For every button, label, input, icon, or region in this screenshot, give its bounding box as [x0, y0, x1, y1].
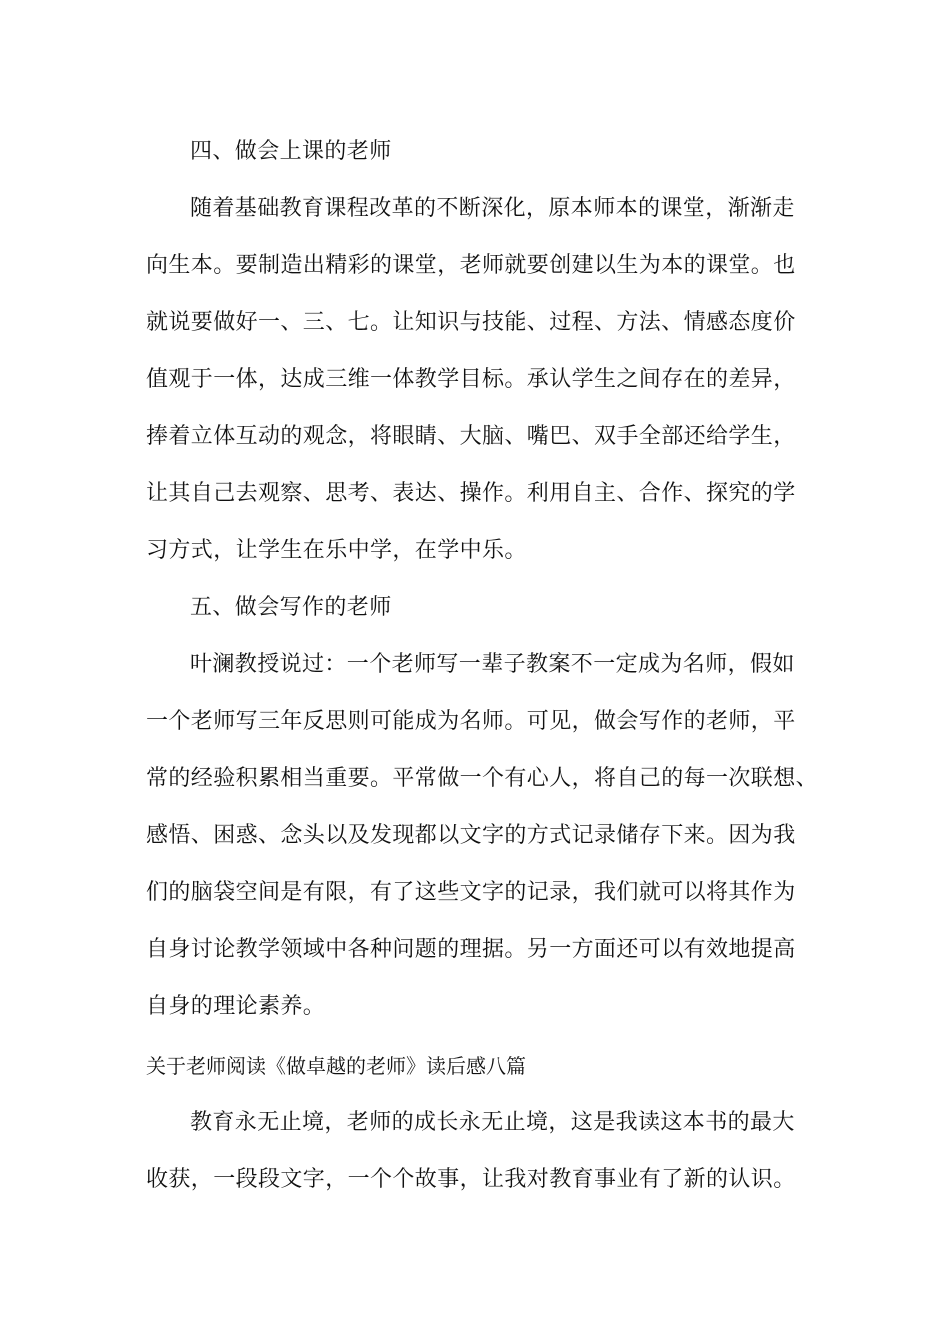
paragraph-line: 常的经验积累相当重要。平常做一个有心人，将自己的每一次联想、 [146, 766, 819, 791]
paragraph-line: 就说要做好一、三、七。让知识与技能、过程、方法、情感态度价 [146, 310, 796, 335]
article-title: 关于老师阅读《做卓越的老师》读后感八篇 [146, 1054, 526, 1078]
paragraph-line: 教育永无止境，老师的成长永无止境，这是我读这本书的最大 [190, 1110, 795, 1135]
paragraph-line: 捧着立体互动的观念，将眼睛、大脑、嘴巴、双手全部还给学生， [146, 424, 796, 449]
paragraph-line: 习方式，让学生在乐中学，在学中乐。 [146, 538, 527, 563]
paragraph-line: 值观于一体，达成三维一体教学目标。承认学生之间存在的差异， [146, 367, 796, 392]
paragraph-line: 自身的理论素养。 [146, 994, 326, 1019]
paragraph-line: 随着基础教育课程改革的不断深化，原本师本的课堂，渐渐走 [190, 196, 795, 221]
paragraph-line: 让其自己去观察、思考、表达、操作。利用自主、合作、探究的学 [146, 481, 796, 506]
section-heading-5: 五、做会写作的老师 [190, 595, 392, 620]
paragraph-line: 一个老师写三年反思则可能成为名师。可见，做会写作的老师，平 [146, 709, 796, 734]
paragraph-line: 自身讨论教学领域中各种问题的理据。另一方面还可以有效地提高 [146, 937, 796, 962]
paragraph-line: 们的脑袋空间是有限，有了这些文字的记录，我们就可以将其作为 [146, 880, 796, 905]
paragraph-line: 叶澜教授说过：一个老师写一辈子教案不一定成为名师，假如 [190, 652, 795, 677]
paragraph-line: 感悟、困惑、念头以及发现都以文字的方式记录储存下来。因为我 [146, 823, 796, 848]
paragraph-line: 收获，一段段文字，一个个故事，让我对教育事业有了新的认识。 [146, 1167, 796, 1192]
paragraph-line: 向生本。要制造出精彩的课堂，老师就要创建以生为本的课堂。也 [146, 253, 796, 278]
section-heading-4: 四、做会上课的老师 [190, 139, 392, 164]
